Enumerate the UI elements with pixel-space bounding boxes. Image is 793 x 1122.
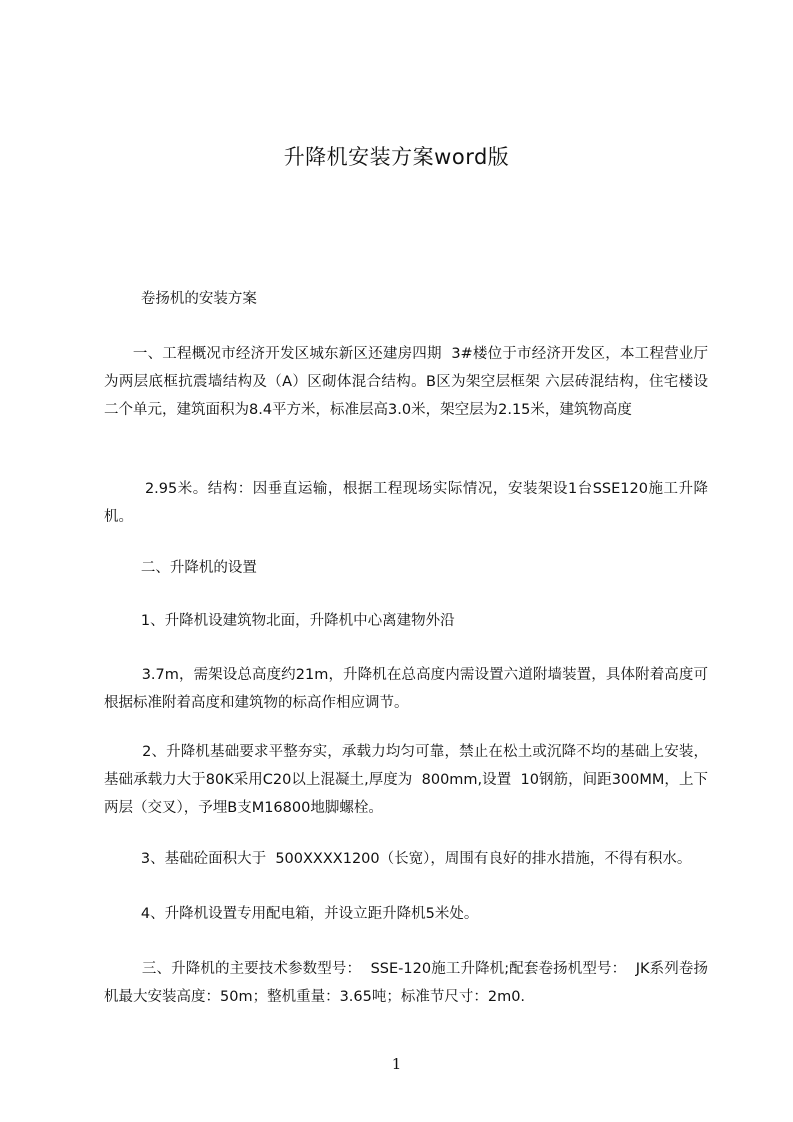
page-number: 1 bbox=[391, 1055, 402, 1073]
document-title: 升降机安装方案word版 bbox=[283, 145, 510, 169]
paragraph-item-2: 2、升降机基础要求平整夯实，承载力均匀可靠，禁止在松土或沉降不均的基础上安装，基础承载力大于80K采用C20以上混凝土,厚度为 800mm,设置 10钢筋，间距300MM，上下两层（交叉），予埋B支M16800地脚螺栓。 bbox=[104, 744, 708, 816]
paragraph-item-1: 1、升降机设建筑物北面，升降机中心离建物外沿 bbox=[104, 613, 455, 629]
paragraph-structure: 2.95米。结构：因垂直运输，根据工程现场实际情况，安装架设1台SSE120施工升降机。 bbox=[104, 481, 708, 525]
paragraph-winch-heading: 卷扬机的安装方案 bbox=[104, 291, 257, 307]
paragraph-item-4: 4、升降机设置专用配电箱，并设立距升降机5米处。 bbox=[104, 906, 479, 922]
paragraph-project-overview: 一、工程概况市经济开发区城东新区还建房四期 3#楼位于市经济开发区，本工程营业厅为两层底框抗震墙结构及（A）区砌体混合结构。B区为架空层框架 六层砖混结构，住宅楼设二个单元，建筑面积为8.4平方米，标准层高3.0米，架空层为2.15米，建筑物高度 bbox=[104, 346, 708, 418]
paragraph-item-1-continued: 3.7m，需架设总高度约21m，升降机在总高度内需设置六道附墙装置，具体附着高度可根据标准附着高度和建筑物的标高作相应调节。 bbox=[104, 667, 708, 711]
paragraph-section-3: 三、升降机的主要技术参数型号： SSE-120施工升降机;配套卷扬机型号： JK系列卷扬机最大安装高度：50m；整机重量：3.65吨；标准节尺寸：2m0. bbox=[104, 961, 708, 1005]
paragraph-item-3: 3、基础砼面积大于 500XXXX1200（长宽），周围有良好的排水措施，不得有积水。 bbox=[104, 851, 692, 867]
paragraph-section-2-heading: 二、升降机的设置 bbox=[104, 560, 257, 576]
